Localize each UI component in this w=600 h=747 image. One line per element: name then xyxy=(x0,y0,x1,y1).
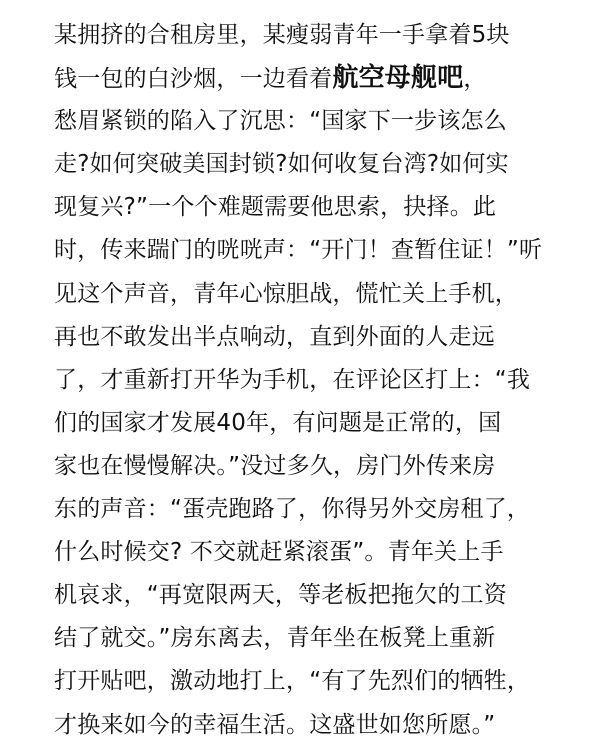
text-segment: 再也不敢发出半点响动，直到外面的人走远 xyxy=(54,323,495,350)
text-segment: 时，传来踹门的咣咣声：“开门！查暂住证！”听 xyxy=(54,237,543,264)
text-segment: ， xyxy=(463,66,487,93)
text-segment: 什么时候交? 不交就赶紧滚蛋”。青年关上手 xyxy=(54,539,504,566)
text-line xyxy=(54,100,574,143)
text-line xyxy=(54,273,574,316)
text-line xyxy=(54,57,574,100)
story-text-block xyxy=(54,14,574,747)
text-segment: 某拥挤的合租房里，某瘦弱青年一手拿着5块 xyxy=(54,22,510,48)
text-segment: 钱一包的白沙烟，一边看着 xyxy=(54,66,333,93)
text-segment: 们的国家才发展40年，有问题是正常的，国 xyxy=(54,409,502,436)
text-line xyxy=(54,316,574,359)
text-line xyxy=(54,574,574,617)
text-line xyxy=(54,402,574,445)
text-line xyxy=(54,143,574,186)
text-segment: 才换来如今的幸福生活。这盛世如您所愿。” xyxy=(54,711,496,738)
text-line xyxy=(54,704,574,747)
text-segment: 机哀求，“再宽限两天，等老板把拖欠的工资 xyxy=(54,582,507,609)
text-segment: 东的声音：“蛋壳跑路了，你得另外交房租了， xyxy=(54,496,531,523)
text-segment: 见这个声音，青年心惊胆战，慌忙关上手机， xyxy=(54,280,518,307)
text-line xyxy=(54,617,574,660)
text-segment: 了，才重新打开华为手机，在评论区打上：“我 xyxy=(54,366,531,393)
text-line xyxy=(54,186,574,229)
text-segment: 结了就交。”房东离去，青年坐在板凳上重新 xyxy=(54,625,496,652)
text-segment: 家也在慢慢解决。”没过多久，房门外传来房 xyxy=(54,452,496,479)
text-segment: 愁眉紧锁的陷入了沉思：“国家下一步该怎么 xyxy=(54,108,507,135)
text-segment: 走?如何突破美国封锁?如何收复台湾?如何实 xyxy=(54,151,509,178)
text-line xyxy=(54,359,574,402)
text-line xyxy=(54,229,574,272)
text-segment: 现复兴?”一个个难题需要他思索，抉择。此 xyxy=(54,194,497,221)
text-line xyxy=(54,14,574,57)
emphasized-text: 航空母舰吧 xyxy=(332,63,464,94)
text-line xyxy=(54,660,574,703)
text-line xyxy=(54,488,574,531)
text-line xyxy=(54,445,574,488)
text-line xyxy=(54,531,574,574)
text-segment: 打开贴吧，激动地打上，“有了先烈们的牺牲， xyxy=(54,668,531,695)
